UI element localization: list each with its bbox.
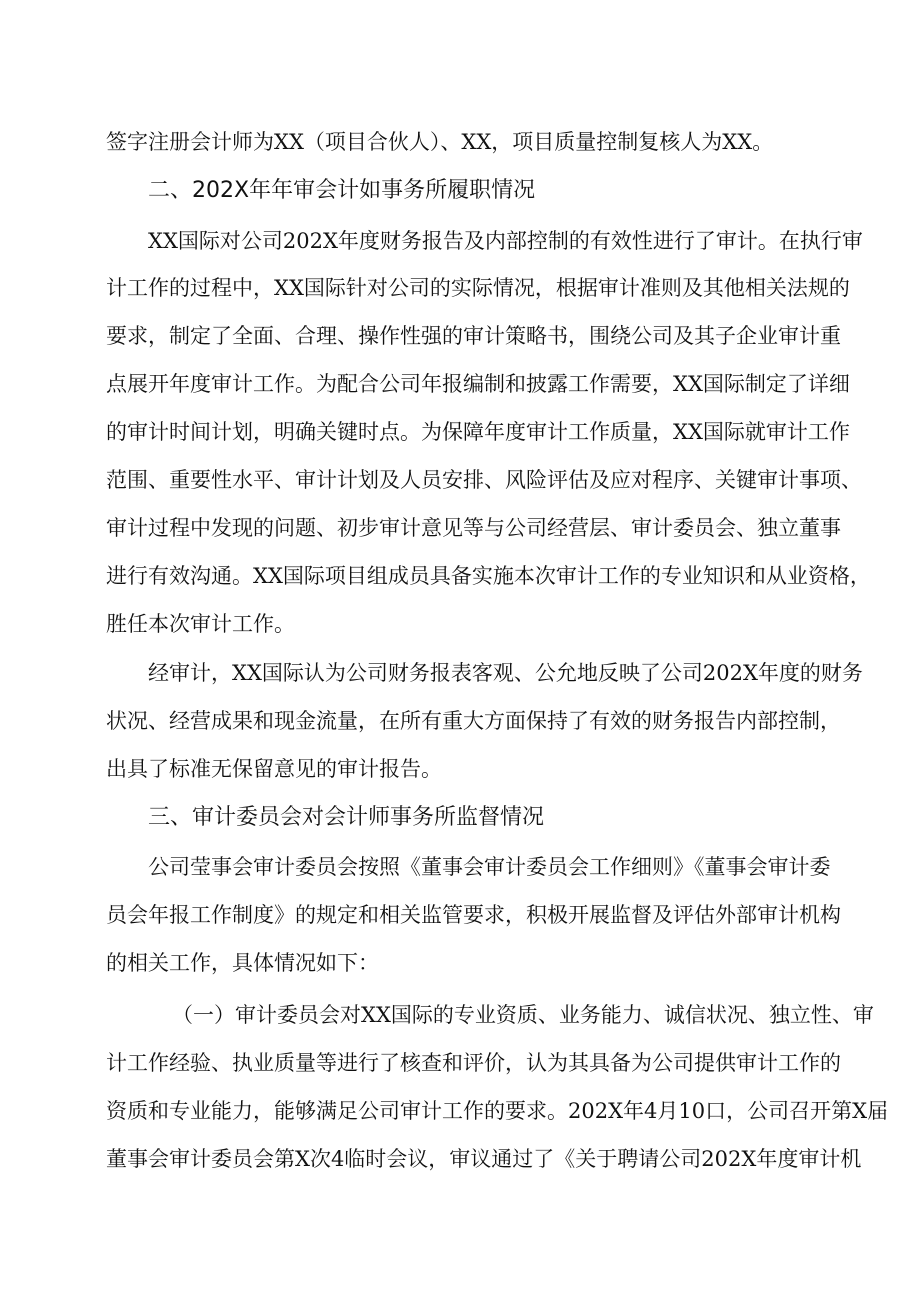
text-line: 的审计时间计划，明确关键时点。为保障年度审计工作质量，XX国际就审计工作 [106,420,850,444]
text-line: 进行有效沟通。XX国际项目组成员具备实施本次审计工作的专业知识和从业资格， [106,564,871,588]
text-line: 计工作经验、执业质量等进行了核查和评价，认为其具备为公司提供审计工作的 [106,1051,841,1075]
text-line: 范围、重要性水平、审计计划及人员安排、风险评估及应对程序、关键审计事项、 [106,468,862,492]
section-heading: 二、202X年年审会计如事务所履职情况 [148,178,536,203]
text-line: 签字注册会计师为XX（项目合伙人）、XX，项目质量控制复核人为XX。 [106,130,774,154]
text-line: 公司莹事会审计委员会按照《董事会审计委员会工作细则》《董事会审计委 [148,855,831,879]
text-line: 的相关工作，具体情况如下： [106,951,379,975]
text-line: 点展开年度审计工作。为配合公司年报编制和披露工作需要，XX国际制定了详细 [106,372,850,396]
text-line: 资质和专业能力，能够满足公司审计工作的要求。202X年4月10口，公司召开第X届 [106,1099,889,1123]
text-line: 审计过程中发现的问题、初步审计意见等与公司经营层、审计委员会、独立董事 [106,516,841,540]
text-line: 员会年报工作制度》的规定和相关监管要求，积极开展监督及评估外部审计机构 [106,903,841,927]
text-line: 胜任本次审计工作。 [106,612,295,636]
text-line: 计工作的过程中，XX国际针对公司的实际情况，根据审计准则及其他相关法规的 [106,276,850,300]
section-heading: 三、审计委员会对会计师事务所监督情况 [148,805,545,830]
text-line: 状况、经营成果和现金流量，在所有重大方面保持了有效的财务报告内部控制， [106,709,841,733]
text-line: （一）审计委员会对XX国际的专业资质、业务能力、诚信状况、独立性、审 [172,1003,874,1027]
text-line: 出具了标准无保留意见的审计报告。 [106,757,442,781]
text-line: 要求，制定了全面、合理、操作性强的审计策略书，围绕公司及其子企业审计重 [106,324,841,348]
text-line: 经审计，XX国际认为公司财务报表客观、公允地反映了公司202X年度的财务 [148,661,863,685]
text-line: XX国际对公司202X年度财务报告及内部控制的有效性进行了审计。在执行审 [148,229,863,253]
text-line: 董事会审计委员会第X次4临时会议，审议通过了《关于聘请公司202X年度审计机 [106,1147,862,1171]
